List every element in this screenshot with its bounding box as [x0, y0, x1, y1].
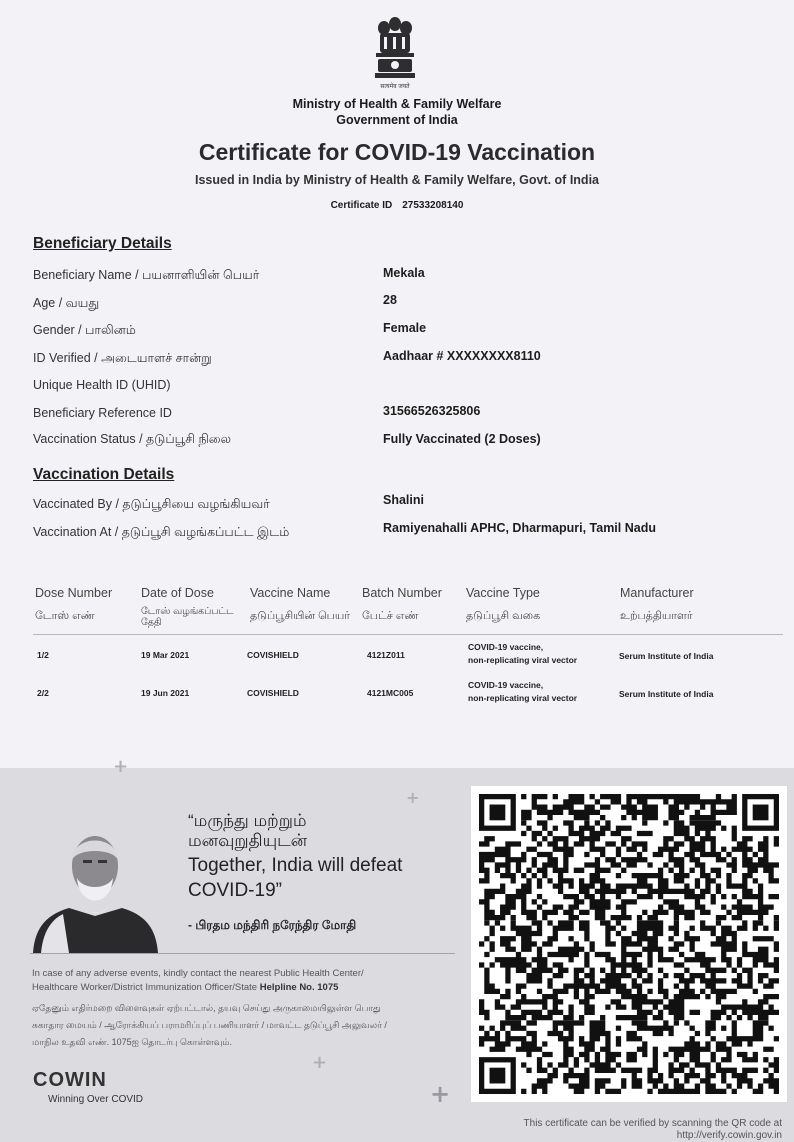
- government-name: Government of India: [336, 113, 458, 127]
- reference-id-label: Beneficiary Reference ID: [33, 406, 172, 420]
- age-label: Age / வயது: [33, 296, 100, 310]
- uhid-label: Unique Health ID (UHID): [33, 378, 171, 392]
- qr-finder-bottom-left: [479, 1057, 516, 1094]
- helpline-tamil-line3: மாநில உதவி எண். 1075ஐ தொடர்பு கொள்ளவும்.: [32, 1037, 233, 1047]
- manufacturer-cell: Serum Institute of India: [619, 689, 714, 699]
- dose-number-cell: 1/2: [37, 650, 49, 660]
- manufacturer-cell: Serum Institute of India: [619, 651, 714, 661]
- certificate-id-value: 27533208140: [402, 200, 464, 211]
- table-header-dose-number-ta: டோஸ் எண்: [35, 610, 95, 622]
- qr-modules: [479, 794, 779, 1094]
- footer-divider: [30, 953, 455, 954]
- plus-decoration-icon: +: [312, 1052, 328, 1073]
- emblem-motto: सत्यमेव जयते: [380, 84, 410, 90]
- helpline-english-text: Healthcare Worker/District Immunization Officer/State: [32, 982, 258, 993]
- plus-decoration-icon: +: [430, 1080, 451, 1108]
- table-header-vaccine-name: Vaccine Name: [250, 586, 331, 600]
- reference-id-value: 31566526325806: [383, 404, 481, 418]
- table-header-batch: Batch Number: [362, 586, 442, 600]
- table-header-date: Date of Dose: [141, 586, 214, 600]
- quote-tamil-line1: “மருந்து மற்றும்: [188, 811, 307, 830]
- helpline-tamil-line2: சுகாதார மையம் / ஆரோக்கியப் பராமரிப்புப் பணியாளர் / மாவட்ட தடுப்பூசி அலுவலர் /: [32, 1020, 387, 1030]
- vaccine-name-cell: COVISHIELD: [247, 688, 299, 698]
- vaccine-type-line2: non-replicating viral vector: [468, 693, 578, 703]
- verify-note: This certificate can be verified by scanning the QR code at: [523, 1118, 782, 1129]
- id-verified-label: ID Verified / அடையாளச் சான்று: [33, 351, 212, 365]
- cowin-logo: COWIN: [33, 1069, 107, 1091]
- gender-value: Female: [383, 321, 427, 335]
- vaccine-type-line2: non-replicating viral vector: [468, 655, 578, 665]
- ministry-name: Ministry of Health & Family Welfare: [292, 97, 502, 111]
- qr-finder-top-left: [479, 794, 516, 831]
- gender-label: Gender / பாலினம்: [33, 323, 136, 337]
- helpline-english-line1: In case of any adverse events, kindly contact the nearest Public Health Center/: [32, 968, 364, 979]
- vaccination-status-value: Fully Vaccinated (2 Doses): [383, 432, 541, 446]
- id-verified-value: Aadhaar # XXXXXXXX8110: [383, 349, 541, 363]
- beneficiary-name-label: Beneficiary Name / பயனாளியின் பெயர்: [33, 268, 260, 282]
- qr-code[interactable]: [471, 786, 787, 1102]
- helpline-number: Helpline No. 1075: [259, 982, 339, 993]
- dose-date-cell: 19 Mar 2021: [141, 650, 190, 660]
- certificate-id: [0, 200, 794, 211]
- vaccine-name-cell: COVISHIELD: [247, 650, 299, 660]
- batch-number-cell: 4121Z011: [367, 650, 405, 660]
- vaccination-at-value: Ramiyenahalli APHC, Dharmapuri, Tamil Nadu: [383, 521, 656, 535]
- certificate-id-label: Certificate ID: [330, 200, 393, 211]
- plus-decoration-icon: +: [113, 756, 129, 777]
- quote-attribution: - பிரதம மந்திரி நரேந்திர மோதி: [188, 918, 357, 932]
- table-header-batch-ta: பேட்ச் எண்: [362, 610, 419, 622]
- vaccination-section-title: Vaccination Details: [33, 466, 175, 483]
- quote-english-line1: Together, India will defeat: [188, 855, 403, 876]
- plus-decoration-icon: +: [406, 788, 420, 807]
- dose-number-cell: 2/2: [37, 688, 49, 698]
- issued-by: Issued in India by Ministry of Health & Family Welfare, Govt. of India: [194, 173, 599, 187]
- cowin-tagline: Winning Over COVID: [48, 1094, 144, 1105]
- vaccination-at-label: Vaccination At / தடுப்பூசி வழங்கப்பட்ட இடம்: [33, 525, 290, 539]
- table-divider: [33, 634, 783, 635]
- table-header-vaccine-type: Vaccine Type: [466, 586, 540, 600]
- vaccine-type-line1: COVID-19 vaccine,: [468, 642, 544, 652]
- beneficiary-section-title: Beneficiary Details: [33, 235, 172, 252]
- table-header-manufacturer-ta: உற்பத்தியாளர்: [620, 610, 693, 622]
- table-header-vaccine-type-ta: தடுப்பூசி வகை: [466, 610, 541, 622]
- beneficiary-name-value: Mekala: [383, 266, 425, 280]
- table-header-date-ta: டோஸ் வழங்கப்பட்ட தேதி: [141, 606, 234, 628]
- qr-finder-top-right: [742, 794, 779, 831]
- batch-number-cell: 4121MC005: [367, 688, 414, 698]
- helpline-english-line2: [32, 981, 462, 995]
- verify-link[interactable]: http://verify.cowin.gov.in: [676, 1130, 782, 1141]
- table-header-vaccine-name-ta: தடுப்பூசியின் பெயர்: [250, 610, 351, 622]
- vaccination-status-label: Vaccination Status / தடுப்பூசி நிலை: [33, 432, 232, 446]
- certificate-title: Certificate for COVID-19 Vaccination: [198, 139, 596, 165]
- quote-tamil-line2: மனவுறுதியுடன்: [188, 831, 308, 850]
- quote-english-line2: COVID-19”: [188, 880, 282, 901]
- dose-date-cell: 19 Jun 2021: [141, 688, 190, 698]
- helpline-tamil-line1: ஏதேனும் எதிர்மறை விளைவுகள் ஏற்பட்டால், தயவு செய்து அருகாமையிலுள்ள பொது: [32, 1003, 381, 1013]
- table-header-dose-number: Dose Number: [35, 586, 113, 600]
- table-header-manufacturer: Manufacturer: [620, 586, 694, 600]
- prime-minister-portrait: [33, 820, 158, 953]
- vaccinated-by-value: Shalini: [383, 493, 424, 507]
- vaccine-type-line1: COVID-19 vaccine,: [468, 680, 544, 690]
- age-value: 28: [383, 293, 397, 307]
- vaccinated-by-label: Vaccinated By / தடுப்பூசியை வழங்கியவர்: [33, 497, 270, 511]
